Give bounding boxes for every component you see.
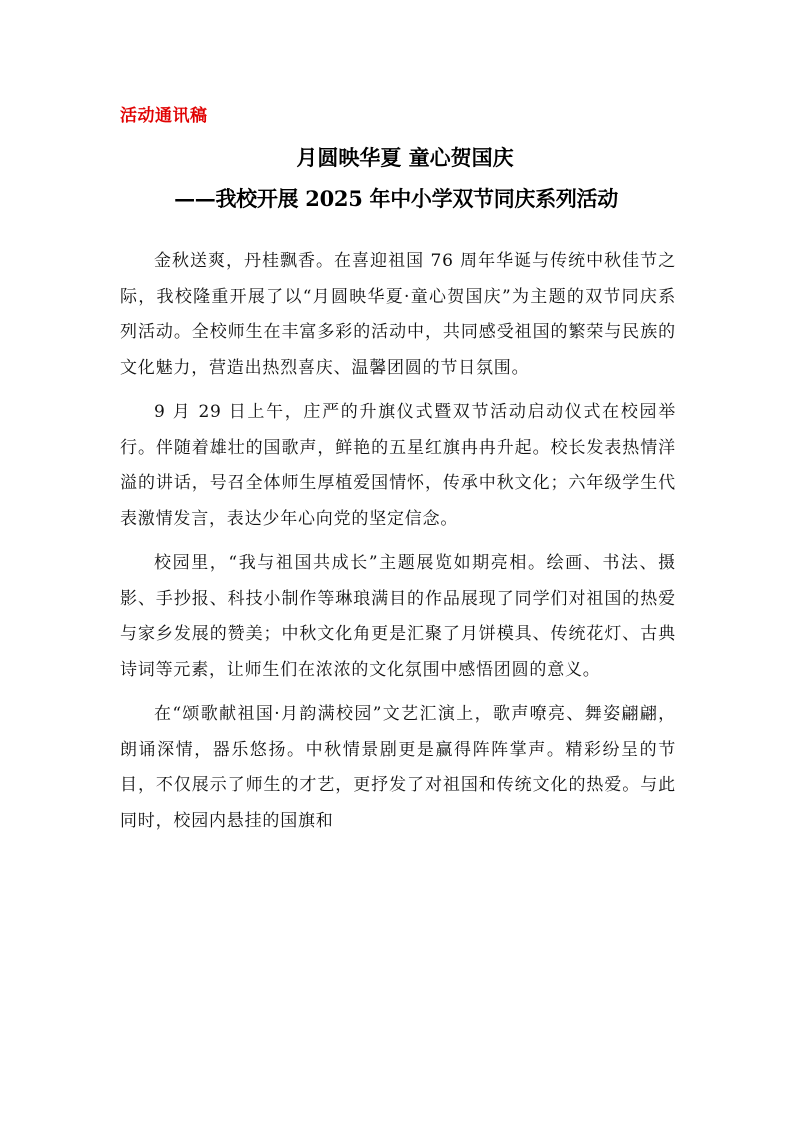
paragraph-3: 校园里，“我与祖国共成长”主题展览如期亮相。绘画、书法、摄影、手抄报、科技小制作等琳琅满目的作品展现了同学们对祖国的热爱与家乡发展的赞美；中秋文化角更是汇聚了月饼模具、传统花灯、古典诗词等元素，让师生们在浓浓的文化氛围中感悟团圆的意义。: [120, 553, 676, 680]
article-title: 月圆映华夏 童心贺国庆: [296, 145, 514, 170]
paragraph-1: 金秋送爽，丹桂飘香。在喜迎祖国 76 周年华诞与传统中秋佳节之际，我校隆重开展了以“月圆映华夏·童心贺国庆”为主题的双节同庆系列活动。全校师生在丰富多彩的活动中，共同感受祖国的繁荣与民族的文化魅力，营造出热烈喜庆、温馨团圆的节日氛围。: [120, 251, 676, 378]
paragraph-2: 9 月 29 日上午，庄严的升旗仪式暨双节活动启动仪式在校园举行。伴随着雄壮的国歌声，鲜艳的五星红旗冉冉升起。校长发表热情洋溢的讲话，号召全体师生厚植爱国情怀，传承中秋文化；六年级学生代表激情发言，表达少年心向党的坚定信念。: [120, 402, 676, 529]
paragraph-4: 在“颂歌献祖国·月韵满校园”文艺汇演上，歌声嘹亮、舞姿翩翩，朗诵深情，器乐悠扬。中秋情景剧更是赢得阵阵掌声。精彩纷呈的节目，不仅展示了师生的才艺，更抒发了对祖国和传统文化的热爱。与此同时，校园内悬挂的国旗和: [120, 704, 676, 831]
article-body: [120, 244, 676, 848]
category-label: 活动通讯稿: [120, 106, 208, 126]
article-subtitle: ——我校开展 2025 年中小学双节同庆系列活动: [174, 186, 618, 211]
